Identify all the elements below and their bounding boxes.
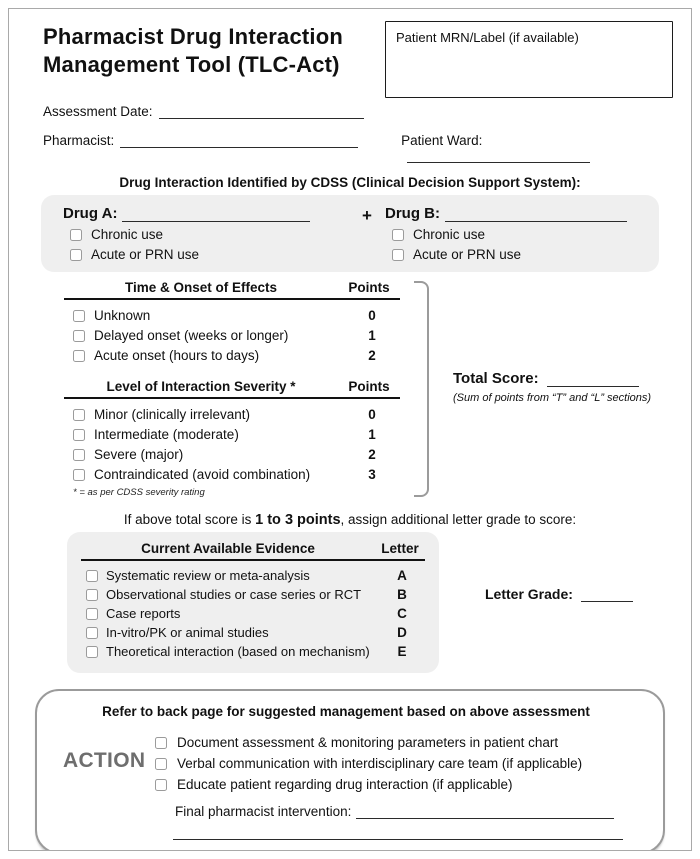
- points-value: 0: [368, 407, 376, 422]
- evidence-letter-header: Letter: [381, 541, 419, 556]
- time-onset-table: [64, 280, 400, 363]
- checkbox-icon[interactable]: [155, 779, 167, 791]
- points-value: 0: [368, 308, 376, 323]
- drug-pair-box: [41, 195, 659, 272]
- time-option-delayed-onset[interactable]: Delayed onset (weeks or longer) 1: [64, 328, 400, 343]
- letter-grade-field[interactable]: [581, 588, 633, 602]
- points-value: 3: [368, 467, 376, 482]
- total-score-label: Total Score:: [453, 370, 539, 387]
- action-option-document-assessment[interactable]: Document assessment & monitoring parameters in patient chart: [155, 735, 641, 750]
- patient-ward-label: Patient Ward:: [401, 133, 483, 148]
- evidence-table-title: Current Available Evidence: [141, 541, 315, 556]
- evidence-option-theoretical[interactable]: Theoretical interaction (based on mechanism) E: [81, 644, 425, 659]
- evidence-intro: [9, 512, 691, 528]
- time-onset-table-title: Time & Onset of Effects: [124, 280, 278, 295]
- evidence-option-systematic-review[interactable]: Systematic review or meta-analysis A: [81, 568, 425, 583]
- drug-a-acute-prn-label: Acute or PRN use: [91, 247, 200, 262]
- drug-a-column: [63, 205, 349, 262]
- plus-sign: +: [362, 206, 372, 225]
- checkbox-icon[interactable]: [86, 570, 98, 582]
- evidence-intro-prefix: If above total score is: [123, 512, 256, 527]
- score-bracket: [414, 281, 429, 497]
- checkbox-icon[interactable]: [155, 737, 167, 749]
- drug-b-acute-prn-label: Acute or PRN use: [413, 247, 522, 262]
- checkbox-icon[interactable]: [73, 469, 85, 481]
- letter-grade-block: [485, 586, 633, 673]
- patient-mrn-box-label: Patient MRN/Label (if available): [396, 30, 579, 45]
- cdss-section-heading: Drug Interaction Identified by CDSS (Clinical Decision Support System):: [119, 175, 581, 190]
- letter-value: A: [397, 568, 407, 583]
- evidence-section: [67, 532, 691, 673]
- form-page: [8, 8, 692, 851]
- checkbox-icon[interactable]: [73, 449, 85, 461]
- action-option-verbal-communication[interactable]: Verbal communication with interdisciplinary care team (if applicable): [155, 756, 641, 771]
- pharmacist-field[interactable]: [120, 134, 358, 148]
- drug-b-label: Drug B:: [385, 205, 440, 222]
- header: [9, 9, 691, 98]
- points-value: 2: [368, 447, 376, 462]
- checkbox-icon[interactable]: [73, 350, 85, 362]
- assessment-date-row: [43, 104, 691, 119]
- letter-grade-label: Letter Grade:: [485, 586, 573, 602]
- drug-b-acute-prn-option[interactable]: [392, 247, 641, 262]
- drug-a-field[interactable]: [122, 207, 310, 222]
- checkbox-icon[interactable]: [70, 229, 82, 241]
- letter-value: D: [397, 625, 407, 640]
- final-intervention-field-line2[interactable]: [173, 834, 623, 840]
- points-value: 1: [368, 328, 376, 343]
- page-title-line1: Pharmacist Drug Interaction: [43, 24, 344, 49]
- assessment-date-label: Assessment Date:: [43, 104, 153, 119]
- drug-b-column: [385, 205, 641, 262]
- page-title-line2: Management Tool (TLC-Act): [43, 51, 340, 77]
- checkbox-icon[interactable]: [73, 429, 85, 441]
- scoring-section: [9, 280, 691, 498]
- action-label: ACTION: [63, 749, 146, 772]
- checkbox-icon[interactable]: [73, 310, 85, 322]
- evidence-table: [67, 532, 439, 673]
- total-score-field[interactable]: [547, 372, 639, 387]
- checkbox-icon[interactable]: [392, 249, 404, 261]
- total-score-note: (Sum of points from “T” and “L” sections): [453, 392, 652, 404]
- checkbox-icon[interactable]: [70, 249, 82, 261]
- checkbox-icon[interactable]: [392, 229, 404, 241]
- checkbox-icon[interactable]: [73, 409, 85, 421]
- evidence-option-case-reports[interactable]: Case reports C: [81, 606, 425, 621]
- final-intervention-field-line1[interactable]: [356, 805, 614, 819]
- evidence-intro-bold: 1 to 3 points: [255, 512, 341, 528]
- drug-b-chronic-use-option[interactable]: [392, 227, 641, 242]
- severity-option-minor[interactable]: Minor (clinically irrelevant) 0: [64, 407, 400, 422]
- severity-table-title: Level of Interaction Severity *: [106, 379, 296, 394]
- checkbox-icon[interactable]: [86, 589, 98, 601]
- action-heading: Refer to back page for suggested management based on above assessment: [102, 704, 590, 719]
- total-score-block: [453, 370, 651, 498]
- final-intervention-label: Final pharmacist intervention:: [175, 804, 352, 819]
- checkbox-icon[interactable]: [155, 758, 167, 770]
- severity-option-intermediate[interactable]: Intermediate (moderate) 1: [64, 427, 400, 442]
- evidence-intro-suffix: , assign additional letter grade to score:: [340, 512, 577, 527]
- letter-value: B: [397, 587, 407, 602]
- evidence-option-observational[interactable]: Observational studies or case series or RCT B: [81, 587, 425, 602]
- checkbox-icon[interactable]: [86, 627, 98, 639]
- pharmacist-label: Pharmacist:: [43, 133, 115, 148]
- severity-points-header: Points: [348, 379, 390, 394]
- severity-footnote: * = as per CDSS severity rating: [73, 487, 205, 498]
- time-onset-points-header: Points: [348, 280, 390, 295]
- drug-a-label: Drug A:: [63, 205, 118, 222]
- pharmacist-ward-row: [43, 133, 667, 163]
- patient-mrn-box[interactable]: [385, 21, 673, 98]
- letter-value: E: [397, 644, 407, 659]
- checkbox-icon[interactable]: [86, 608, 98, 620]
- points-value: 2: [368, 348, 376, 363]
- time-option-unknown[interactable]: Unknown 0: [64, 308, 400, 323]
- severity-table: [64, 379, 400, 498]
- drug-b-field[interactable]: [445, 207, 627, 222]
- page-title: [43, 23, 343, 98]
- points-value: 1: [368, 427, 376, 442]
- severity-option-severe[interactable]: Severe (major) 2: [64, 447, 400, 462]
- drug-a-chronic-use-option[interactable]: [70, 227, 349, 242]
- severity-option-contraindicated[interactable]: Contraindicated (avoid combination) 3: [64, 467, 400, 482]
- patient-ward-field[interactable]: [407, 149, 590, 163]
- drug-a-chronic-use-label: Chronic use: [91, 227, 164, 242]
- checkbox-icon[interactable]: [73, 330, 85, 342]
- action-section: [35, 689, 665, 851]
- time-option-acute-onset[interactable]: Acute onset (hours to days) 2: [64, 348, 400, 363]
- drug-a-acute-prn-option[interactable]: [70, 247, 349, 262]
- drug-b-chronic-use-label: Chronic use: [413, 227, 486, 242]
- checkbox-icon[interactable]: [86, 646, 98, 658]
- letter-value: C: [397, 606, 407, 621]
- assessment-date-field[interactable]: [159, 105, 364, 119]
- action-option-educate-patient[interactable]: Educate patient regarding drug interaction (if applicable): [155, 777, 641, 792]
- evidence-option-invitro[interactable]: In-vitro/PK or animal studies D: [81, 625, 425, 640]
- final-intervention-row: [175, 804, 641, 819]
